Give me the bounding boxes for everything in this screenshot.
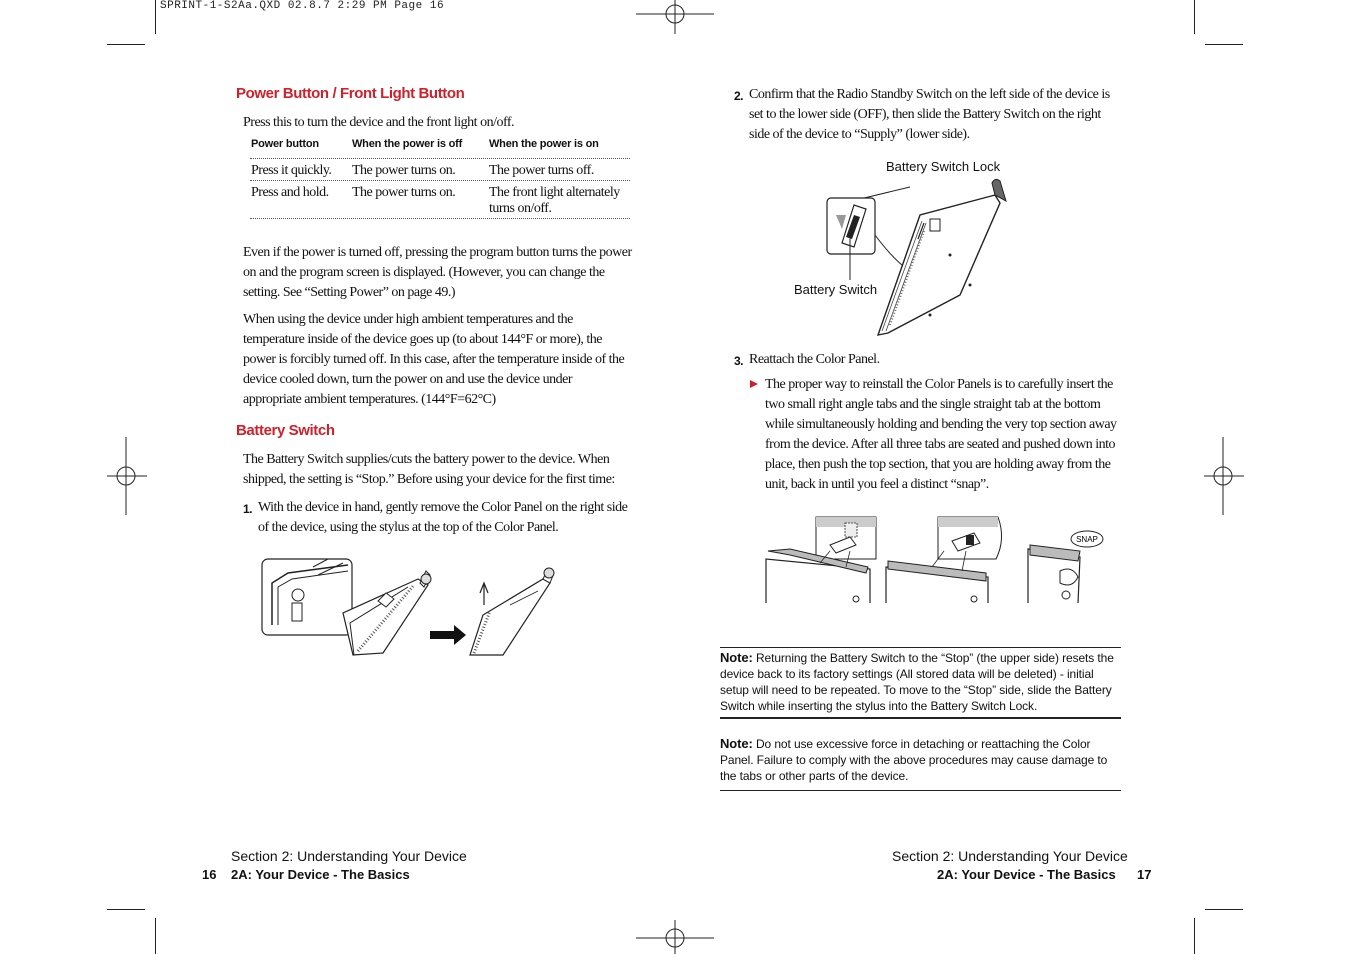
battery-switch-illustration xyxy=(820,175,1020,340)
note-reset xyxy=(720,650,1121,714)
page-number-left: 16 xyxy=(202,867,217,882)
registration-mark-left xyxy=(107,437,147,517)
battery-intro: The Battery Switch supplies/cuts the battery power to the device. When shipped, the setting is “Stop.” Before using your device for the first time: xyxy=(243,452,615,487)
step-number: 3. xyxy=(734,354,744,368)
note-divider xyxy=(720,717,1121,719)
reattach-instructions: The proper way to reinstall the Color Panels is to carefully insert the two small right angle tabs and the single straight tab at the bottom while simultaneously holding and bending the very top section away from the device. After all three tabs are seated and pushed down into place, then push the top section, that you are holding away from the unit, back in until you feel a distinct “snap”. xyxy=(765,377,1117,492)
note-force xyxy=(720,736,1121,784)
step-number: 2. xyxy=(734,89,744,103)
table-cell: The power turns on. xyxy=(352,185,456,200)
battery-switch-lock-label: Battery Switch Lock xyxy=(886,159,1001,174)
footer-chapter-left: 2A: Your Device - The Basics xyxy=(231,867,410,882)
registration-mark-bottom xyxy=(636,920,716,954)
footer-chapter-right: 2A: Your Device - The Basics xyxy=(937,867,1116,882)
battery-switch-label: Battery Switch xyxy=(794,282,878,297)
bullet-arrow-icon xyxy=(750,380,759,389)
registration-mark-top xyxy=(636,0,716,34)
power-intro: Press this to turn the device and the front light on/off. xyxy=(243,115,515,130)
table-header-power-on: When the power is on xyxy=(489,138,599,150)
snap-label: SNAP xyxy=(1076,535,1098,544)
step-3-text: Reattach the Color Panel. xyxy=(749,352,880,367)
note-reset-text: Returning the Battery Switch to the “Stop” (the upper side) resets the device back to its factory settings (All stored data will be deleted) - initial setup will need to be repeated. To move to the “Stop” side, slide the Battery Switch while inserting the stylus into the Battery Switch Lock. xyxy=(720,651,1114,713)
registration-mark-right xyxy=(1204,437,1244,517)
heading-power-button: Power Button / Front Light Button xyxy=(236,85,465,102)
table-cell: The front light alternately turns on/off. xyxy=(489,185,620,216)
page-number-right: 17 xyxy=(1137,867,1152,882)
note-divider xyxy=(720,790,1121,791)
footer-section-left: Section 2: Understanding Your Device xyxy=(231,848,467,864)
note-force-text: Do not use excessive force in detaching or reattaching the Color Panel. Failure to comply with the above procedures may cause damage to the tabs or other parts of the device. xyxy=(720,737,1108,783)
table-cell: Press and hold. xyxy=(251,185,329,200)
note-divider xyxy=(720,647,1121,648)
reattach-panel-illustration xyxy=(760,515,1105,607)
step-2-text: Confirm that the Radio Standby Switch on the left side of the device is set to the lower side (OFF), then slide the Battery Switch on the right side of the device to “Supply” (lower side). xyxy=(749,87,1110,142)
note-label: Note: xyxy=(720,736,753,751)
table-cell: The power turns on. xyxy=(352,163,456,178)
print-slug: SPRINT-1-S2Aa.QXD 02.8.7 2:29 PM Page 16 xyxy=(160,0,445,12)
note-label: Note: xyxy=(720,650,753,665)
paragraph-temperature: When using the device under high ambient temperatures and the temperature inside of the device goes up (to about 144°F or more), the power is forcibly turned off. In this case, after the temperature inside of the device cooled down, turn the power on and use the device under appropriate ambient temperatures. (144°F=62°C) xyxy=(243,312,625,407)
table-header-power-off: When the power is off xyxy=(352,138,463,150)
table-cell: The power turns off. xyxy=(489,163,594,178)
footer-section-right: Section 2: Understanding Your Device xyxy=(892,848,1128,864)
remove-panel-illustration xyxy=(258,555,568,657)
step-1-text: With the device in hand, gently remove the Color Panel on the right side of the device, using the stylus at the top of the Color Panel. xyxy=(258,500,628,535)
step-number: 1. xyxy=(243,502,253,516)
paragraph-program-button: Even if the power is turned off, pressing the program button turns the power on and the program screen is displayed. (However, you can change the setting. See “Setting Power” on page 49.) xyxy=(243,245,632,300)
table-cell: Press it quickly. xyxy=(251,163,332,178)
heading-battery-switch: Battery Switch xyxy=(236,422,335,439)
table-header-power-button: Power button xyxy=(251,138,319,150)
